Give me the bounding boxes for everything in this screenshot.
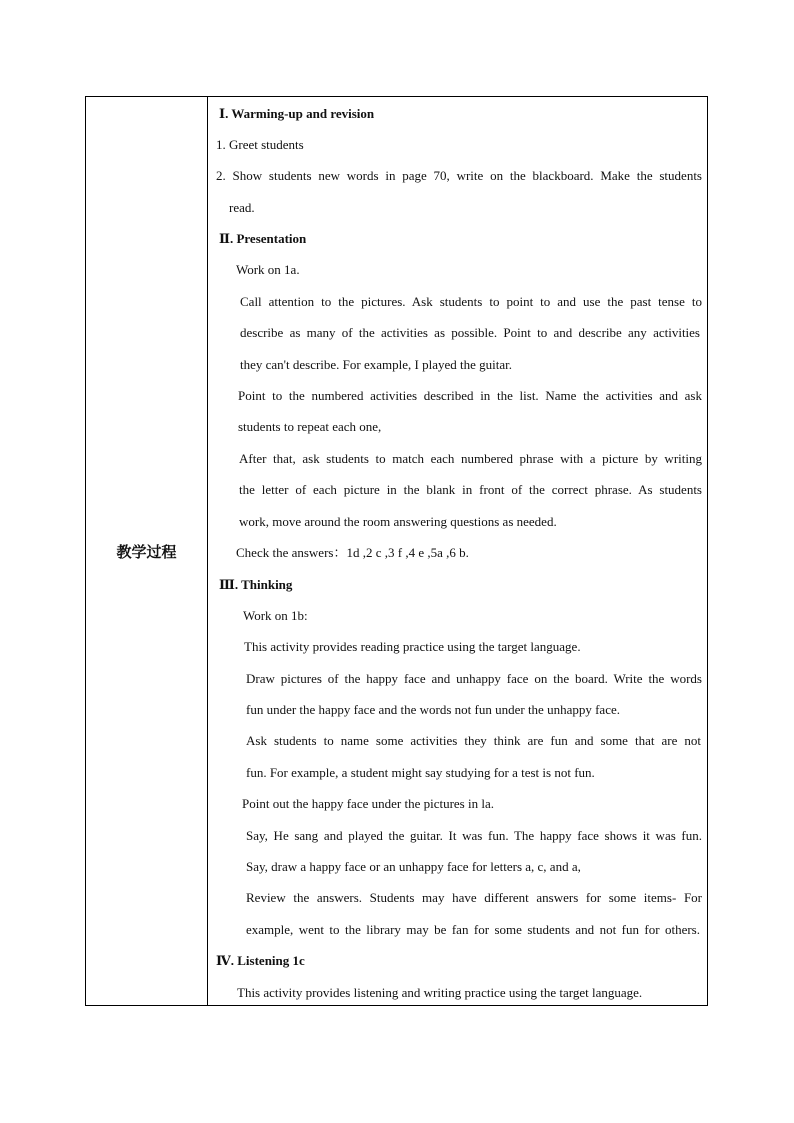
text-line: work, move around the room answering questions as needed. bbox=[239, 514, 557, 529]
lesson-content bbox=[208, 97, 707, 1005]
text-line: fun. For example, a student might say studying for a test is not fun. bbox=[246, 765, 595, 780]
text-line: read. bbox=[229, 200, 255, 215]
section-heading-warming-up: Ⅰ. Warming-up and revision bbox=[219, 106, 375, 121]
text-line: Review the answers. Students may have different answers for some items- For bbox=[246, 890, 702, 905]
lesson-table bbox=[85, 96, 708, 1006]
text-line: students to repeat each one, bbox=[238, 419, 382, 434]
text-line: Work on 1b: bbox=[243, 608, 308, 623]
text-line: After that, ask students to match each numbered phrase with a picture by writing bbox=[239, 451, 702, 466]
text-line: 1. Greet students bbox=[216, 137, 304, 152]
text-line: Draw pictures of the happy face and unhappy face on the board. Write the words bbox=[246, 671, 702, 686]
text-line: Call attention to the pictures. Ask students to point to and use the past tense to bbox=[240, 294, 702, 309]
text-line: Point to the numbered activities described in the list. Name the activities and ask bbox=[238, 388, 702, 403]
text-line: Ask students to name some activities they think are fun and some that are not bbox=[246, 733, 701, 748]
answers-line: Check the answers：1d ,2 c ,3 f ,4 e ,5a ,6 b. bbox=[236, 545, 469, 560]
text-line: example, went to the library may be fan for some students and not fun for others. bbox=[246, 922, 700, 937]
section-heading-thinking: Ⅲ. Thinking bbox=[219, 577, 293, 592]
text-line: Say, He sang and played the guitar. It was fun. The happy face shows it was fun. bbox=[246, 828, 702, 843]
text-line: they can't describe. For example, I played the guitar. bbox=[240, 357, 512, 372]
text-line: This activity provides listening and writing practice using the target language. bbox=[237, 985, 643, 1000]
text-line: Point out the happy face under the pictures in la. bbox=[242, 796, 494, 811]
section-heading-listening: Ⅳ. Listening 1c bbox=[216, 953, 305, 968]
text-line: describe as many of the activities as possible. Point to and describe any activities bbox=[240, 325, 700, 340]
section-label: 教学过程 bbox=[116, 542, 177, 561]
text-line: fun under the happy face and the words not fun under the unhappy face. bbox=[246, 702, 620, 717]
text-line: Say, draw a happy face or an unhappy face for letters a, c, and a, bbox=[246, 859, 581, 874]
text-line: the letter of each picture in the blank in front of the correct phrase. As students bbox=[239, 482, 702, 497]
section-heading-presentation: Ⅱ. Presentation bbox=[219, 231, 307, 246]
text-line: This activity provides reading practice using the target language. bbox=[244, 639, 581, 654]
text-line: Work on 1a. bbox=[236, 262, 300, 277]
text-line: 2. Show students new words in page 70, write on the blackboard. Make the students bbox=[216, 168, 702, 183]
